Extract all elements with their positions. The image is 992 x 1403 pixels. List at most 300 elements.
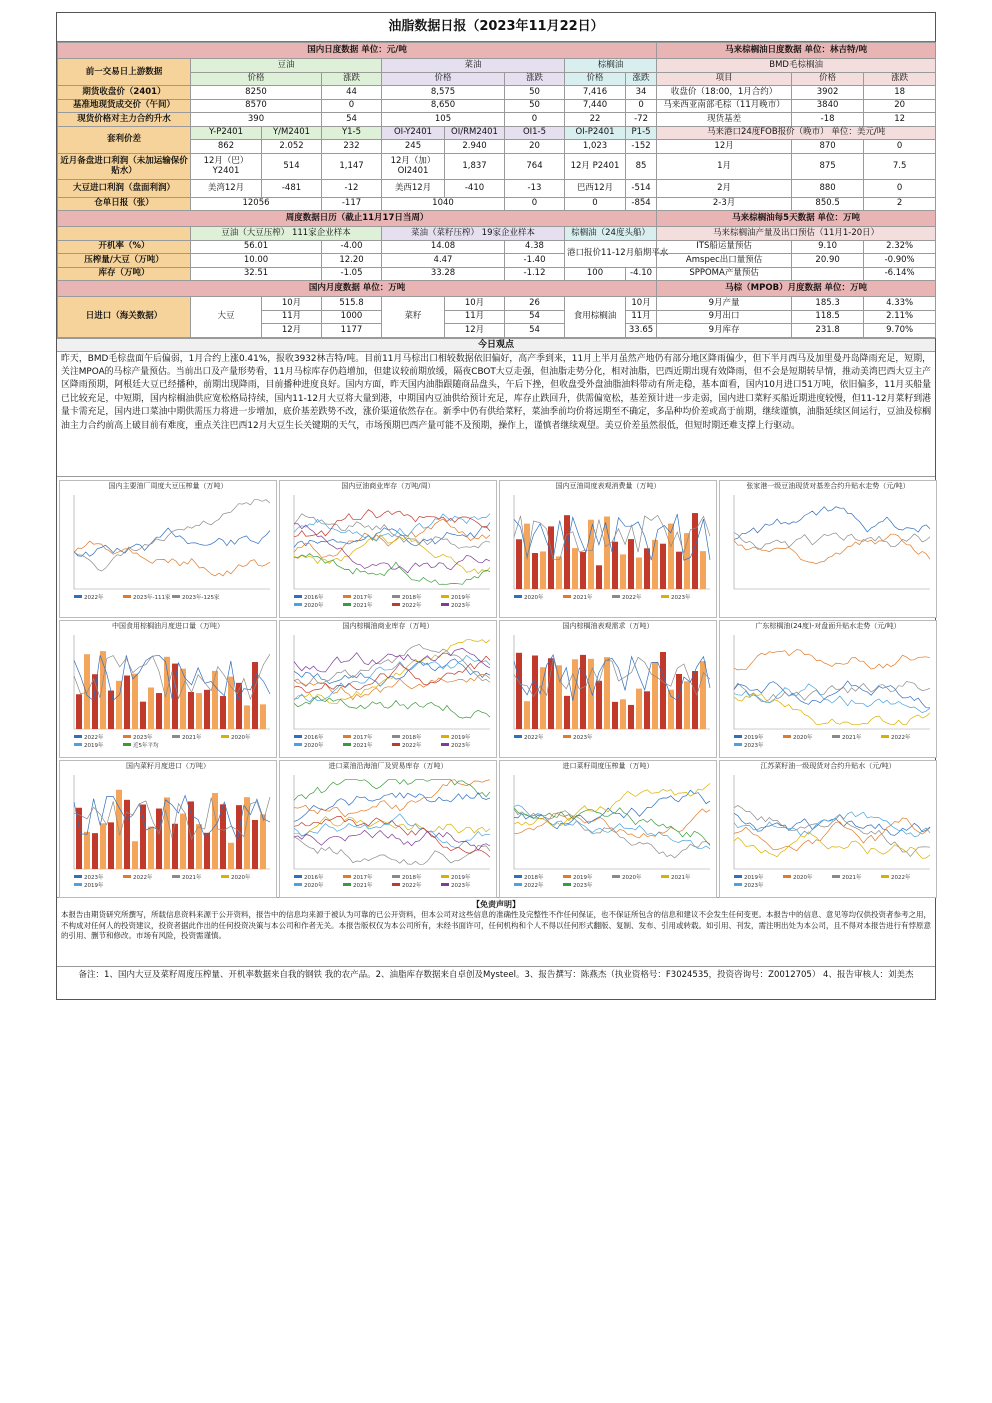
chart-bar [148,826,154,868]
chart-bar [556,556,562,589]
chart-bar [628,704,634,728]
chart-bar [660,543,666,588]
soy-name: 大豆 [191,297,262,338]
cell: -1.40 [505,254,565,268]
chart-line [514,807,710,845]
chart-bar [260,704,266,729]
cell: 9.10 [792,240,864,254]
chart-bar [644,548,650,589]
chart-bar [580,654,586,728]
cell: 12月（巴）Y2401 [191,153,262,179]
cell: Amspec出口量预估 [657,254,792,268]
cell: 4.47 [382,254,505,268]
cell: 9月库存 [657,324,792,338]
chart-bar [76,694,82,729]
section-my-daily: 马来棕榈油日度数据 单位：林吉特/吨 [657,43,936,59]
legend-label: 2019年 [744,734,764,741]
cell: 185.3 [792,297,864,311]
legend-label: 2020年 [304,742,324,749]
chart-title: 广东棕榈油(24度)-对盘面升贴水走势（元/吨） [755,621,901,630]
chart-bar [676,551,682,588]
chart-bar [180,813,186,868]
chart-bar [140,701,146,728]
cell: OI-P2401 [565,126,626,140]
legend-label: 2021年 [353,742,373,749]
legend-label: 2020年 [524,594,544,601]
chart-bar [540,551,546,589]
cell: 1000 [322,310,382,324]
legend-swatch [514,875,522,878]
chart-bar [516,539,522,589]
cell: 44 [322,86,382,100]
legend-swatch [881,875,889,878]
legend-label: 2017年 [353,594,373,601]
chart-line [74,499,270,570]
cell: 50 [505,99,565,113]
chart-plot [60,771,276,897]
cell: 2月 [657,179,792,197]
legend-label: 2016年 [304,874,324,881]
chart-panel [499,480,717,618]
cell: 85 [626,153,657,179]
row-label: 近月备盘进口利润（未加运输保价贴水） [58,153,191,179]
chart-bar [676,674,682,729]
cell: -1.05 [322,267,382,281]
footnote: 备注：1、国内大豆及菜籽周度压榨量、开机率数据来自我的钢铁 我的农产品。2、油脂库存数据来自卓创及Mysteel。3、报告撰写：陈燕杰（执业资格号：F3024535，投资咨询号：Z0012705） 4、报告审核人：刘美杰 [57,966,935,999]
legend-swatch [661,875,669,878]
cell: 12056 [191,197,322,211]
legend-label: 2020年 [304,882,324,889]
chart-plot [60,491,276,617]
chart-bar [156,693,162,729]
cell: 2 [864,197,936,211]
chart-bar [252,819,258,868]
cell: 巴西12月 [565,179,626,197]
legend-label: 2016年 [304,594,324,601]
cell: -6.14% [864,267,936,281]
cell: 10月 [626,297,657,311]
chart-bar [228,842,234,868]
cell: 3840 [792,99,864,113]
cell: -514 [626,179,657,197]
chart-title: 江苏菜籽油一级现货对合约升贴水（元/吨） [760,761,896,770]
legend-swatch [172,735,180,738]
chart-line [514,790,710,829]
legend-swatch [514,595,522,598]
cell: 880 [792,179,864,197]
legend-label: 2017年 [353,734,373,741]
legend-label: 2023年 [84,874,104,881]
chart-line [734,831,930,858]
legend-label: 2021年 [842,874,862,881]
chart-title: 国内豆油周度表观消费量（万吨） [555,481,661,490]
legend-swatch [172,875,180,878]
legend-label: 2020年 [793,734,813,741]
chart-title: 国内豆油商业库存（万吨/周） [341,481,435,490]
chart-line [294,779,490,800]
chart-bar [620,554,626,589]
legend-swatch [392,595,400,598]
chart-bar [612,701,618,728]
chart-bar [188,801,194,869]
cell: 2.11% [864,310,936,324]
legend-label: 2021年 [353,602,373,609]
chart-bar [532,655,538,728]
soy-header: 豆油 [191,59,382,73]
chart-bar [84,831,90,868]
bmd-item-hdr: 项目 [657,72,792,86]
cell: 2.940 [445,140,505,154]
chart-bar [660,651,666,728]
cell: 100 [565,267,626,281]
cell: 0 [505,113,565,127]
chart-bar [108,822,114,869]
chart-plot [500,631,716,757]
row-label: 开机率（%） [58,240,191,254]
legend-label: 2019年 [451,594,471,601]
chart-panel [59,480,277,618]
cell: 8,575 [382,86,505,100]
chart-title: 国内棕榈油表观需求（万吨） [562,621,654,630]
cell: 1,147 [322,153,382,179]
legend-swatch [441,603,449,606]
cell: 850.5 [792,197,864,211]
view-text: 昨天，BMD毛棕盘面午后偏弱，1月合约上涨0.41%，报收3932林吉特/吨。目前11月马棕出口相较数据依旧偏好，高产季到来，11月上半月虽然产地仍有部分地区降雨偏少，但下半月西马及加里曼丹岛降雨充足，短期，关注MPOA的马棕产量预估。当前出口及产量形势看，11月马棕库存仍趋增加，但建议较前期放缓，隔夜CBOT大豆走强，但油脂走势分化，相对油脂，巴西近期出现有效降雨，但不会是短期转早情，推动美湾巴西大豆主产区降雨预期，阿根廷大豆已经播种，前期出现降雨，目前播种进度良好。国内方面，昨天国内油脂跟随商品盘头，午后下挫，但收盘受外盘油脂油料带动有所走稳，基本面看，国内10月进口51万吨，依旧偏多，11月买船量已比较充足，中短期，国内棕榈油供应宽松格局持续，国内11-12月大豆将大量到港，中期国内豆油供给预计充足，库存止跌回升，供需偏宽松，基差预计进一步走弱，国内进口菜籽买船近期进度较慢，但11-12月菜籽到港量卡需充足，国内进口菜油中期供需压力将进一步增加，底价基差跌势不改，涨价渠道依然存在。新季中仍有供给菜籽，菜油季前均价将远期至不确定，多品种均价差或高于前期，继续谨慎，油脂延续区间运行，豆油及棕榈油主力合约前高上破目前有难度，重点关注巴西12月大豆生长关键期的天气，市场预期巴西产量可能不及预期，操作上，谨慎者继续观望。美豆价差虽然很低，但短时期还难支撑上行驱动。 [61,353,931,431]
row-label: 现货价格对主力合约升水 [58,113,191,127]
cell: 11月 [626,310,657,324]
legend-label: 2017年 [353,874,373,881]
monthly-label: 日进口（海关数据） [58,297,191,338]
legend-label: 2022年 [402,742,422,749]
legend-swatch [172,595,180,598]
cell: SPPOMA产量预估 [657,267,792,281]
chart-plot [500,491,716,617]
cell: 20.90 [792,254,864,268]
legend-swatch [514,883,522,886]
legend-label: 2020年 [231,874,251,881]
cell: 764 [505,153,565,179]
cell: P1-5 [626,126,657,140]
cell: 9.70% [864,324,936,338]
chart-panel [279,480,497,618]
chart-line [734,811,930,836]
legend-swatch [392,875,400,878]
chart-bar [604,516,610,588]
legend-label: 2023年-125家 [182,594,220,601]
section-my-5day: 马来棕榈油每5天数据 单位：万吨 [657,211,936,227]
legend-swatch [74,735,82,738]
chart-bar [636,557,642,588]
legend-swatch [74,595,82,598]
legend-swatch [221,875,229,878]
cell: 56.01 [191,240,322,254]
cell: ITS船运量预估 [657,240,792,254]
chart-axis [514,775,710,869]
chart-panel [279,760,497,898]
legend-swatch [832,875,840,878]
chart-bar [220,804,226,869]
chart-line [514,808,710,837]
cell: 8250 [191,86,322,100]
chart-line [294,644,490,686]
chart-bar [580,552,586,589]
cell: -0.90% [864,254,936,268]
cell: 54 [505,310,565,324]
chart-bar [652,661,658,728]
chart-line [734,532,930,549]
legend-swatch [563,595,571,598]
legend-swatch [294,883,302,886]
chart-panel [719,760,937,898]
legend-label: 2019年 [84,742,104,749]
cell: 2.052 [262,140,322,154]
cell: 0 [505,197,565,211]
cell: 12.20 [322,254,382,268]
legend-label: 2021年 [182,734,202,741]
legend-swatch [392,743,400,746]
cell: -4.00 [322,240,382,254]
soy-change-hdr: 涨跌 [322,72,382,86]
cell: OI1-5 [505,126,565,140]
legend-label: 2023年 [573,734,593,741]
chart-panel [59,760,277,898]
cell: 1,023 [565,140,626,154]
cell: 10.00 [191,254,322,268]
legend-label: 2022年 [84,734,104,741]
chart-bar [244,705,250,729]
rape-name: 菜籽 [382,297,445,338]
legend-swatch [832,735,840,738]
cell: 22 [565,113,626,127]
chart-bar [668,523,674,588]
chart-title: 中国食用棕榈油月度进口量（万吨） [112,621,224,630]
legend-label: 2022年 [622,594,642,601]
chart-line [734,813,930,835]
cell: 0 [565,197,626,211]
cell: 7,440 [565,99,626,113]
legend-swatch [392,883,400,886]
legend-label: 2022年 [84,594,104,601]
blank-cell [58,227,191,241]
chart-bar [108,690,114,728]
legend-swatch [441,883,449,886]
legend-swatch [441,743,449,746]
cell: -12 [322,179,382,197]
disclaimer-text: 本报告由期货研究所撰写，所载信息资料来源于公开资料，报告中的信息均来源于被认为可靠的已公开资料，但本公司对这些信息的准确性及完整性不作任何保证，也不保证所包含的信息和建议不会发生任何变更。本报告中的信息、意见等均仅供投资者参考之用，不构成对任何人的投资建议，投资者据此作出的任何投资决策与本公司和作者无关。本报告版权仅为本公司所有，未经书面许可，任何机构和个人不得以任何形式翻版、复制、发布、引用或转载。如引用、刊发，需注明出处为本公司，且不得对本报告进行有悖原意的引用、删节和修改。市场有风险，投资需谨慎。 [61,910,931,940]
rape-change-hdr: 涨跌 [505,72,565,86]
chart-line [294,513,490,540]
chart-title: 国内主要油厂周度大豆压榨量（万吨） [108,481,228,490]
cell: 12月 [657,140,792,154]
legend-label: 2020年 [304,602,324,609]
chart-bar [172,823,178,868]
cell: 10月 [262,297,322,311]
chart-bar [652,539,658,588]
cell: 3902 [792,86,864,100]
rape-header: 菜油 [382,59,565,73]
legend-swatch [783,875,791,878]
cell: 1040 [382,197,505,211]
chart-bar [516,652,522,728]
cell: 12月 [445,324,505,338]
section-domestic-daily: 国内日度数据 单位：元/吨 [58,43,657,59]
chart-bar [596,565,602,589]
chart-line [294,779,490,816]
cell: -117 [322,197,382,211]
legend-label: 近5年平均 [133,742,159,749]
legend-swatch [123,735,131,738]
weekly-palm-header: 棕榈油（24度头船） [565,227,657,241]
legend-swatch [74,875,82,878]
chart-bar [692,671,698,729]
chart-bar [604,657,610,729]
chart-line [734,683,930,712]
chart-bar [124,799,130,868]
legend-swatch [123,743,131,746]
cell: 1月 [657,153,792,179]
rape-price-hdr: 价格 [382,72,505,86]
cell: 美湾12月 [191,179,262,197]
chart-bar [252,662,258,729]
chart-title: 国内菜籽月度进口（万吨） [126,761,210,770]
cell: 515.8 [322,297,382,311]
chart-line [294,830,490,850]
chart-panel [719,480,937,618]
chart-bar [140,804,146,869]
legend-swatch [123,875,131,878]
legend-label: 2022年 [524,734,544,741]
chart-bar [132,841,138,869]
chart-axis [74,495,270,589]
chart-bar [156,808,162,868]
chart-line [734,693,930,724]
legend-swatch [514,735,522,738]
chart-plot [280,631,496,757]
legend-swatch [563,875,571,878]
chart-plot [720,631,936,757]
fob-header: 马来港口24度FOB报价（晚市） 单位：美元/吨 [657,126,936,140]
cell: -4.10 [626,267,657,281]
cell: 18 [864,86,936,100]
legend-label: 2019年 [451,874,471,881]
chart-plot [500,771,716,897]
legend-swatch [343,735,351,738]
chart-line [734,818,930,851]
legend-label: 2021年 [182,874,202,881]
legend-swatch [783,735,791,738]
chart-bar [532,553,538,589]
chart-bar [228,676,234,728]
chart-line [294,837,490,864]
legend-swatch [441,875,449,878]
cell: 0 [626,99,657,113]
chart-plot [280,771,496,897]
legend-swatch [734,735,742,738]
bmd-price-hdr: 价格 [792,72,864,86]
chart-line [294,792,490,821]
legend-swatch [343,883,351,886]
chart-bar [164,797,170,869]
chart-line [294,648,490,672]
chart-title: 进口菜油沿海油厂及贸易库存（万吨） [328,761,448,770]
chart-bar [700,661,706,729]
weekly-soy-header: 豆油（大豆压榨） 111家企业样本 [191,227,382,241]
cell: 33.28 [382,267,505,281]
legend-label: 2021年 [573,594,593,601]
cell: -410 [445,179,505,197]
legend-swatch [343,875,351,878]
cell: Y/M2401 [262,126,322,140]
chart-panel [719,620,937,758]
chart-bar [84,654,90,729]
chart-bar [700,551,706,589]
legend-swatch [441,595,449,598]
chart-bar [548,658,554,729]
row-label: 基准地现货成交价（午间） [58,99,191,113]
legend-label: 2022年 [891,734,911,741]
cell: 870 [792,140,864,154]
chart-bar [100,823,106,869]
legend-label: 2023年 [671,594,691,601]
legend-swatch [343,603,351,606]
chart-panel [499,760,717,898]
cell: -18 [792,113,864,127]
palm-change-hdr: 涨跌 [626,72,657,86]
legend-label: 2021年 [842,734,862,741]
legend-swatch [294,735,302,738]
cell: 20 [864,99,936,113]
cell: -1.12 [505,267,565,281]
chart-line [74,528,270,556]
legend-label: 2020年 [231,734,251,741]
prev-day-label: 前一交易日上游数据 [58,59,191,86]
cell: 7,416 [565,86,626,100]
cell: 收盘价（18:00，1月合约） [657,86,792,100]
chart-bar [684,681,690,729]
chart-plot [720,771,936,897]
legend-swatch [881,735,889,738]
legend-label: 2016年 [304,734,324,741]
cell: 2-3月 [657,197,792,211]
cell: OI-Y2401 [382,126,445,140]
cell: 245 [382,140,445,154]
cell: 34 [626,86,657,100]
legend-label: 2020年 [622,874,642,881]
chart-bar [188,691,194,728]
cell: 4.33% [864,297,936,311]
legend-swatch [563,883,571,886]
legend-label: 2023年 [573,882,593,889]
chart-bar [556,665,562,729]
legend-label: 2019年 [744,874,764,881]
chart-panel [59,620,277,758]
chart-bar [620,699,626,729]
cell: 10月 [445,297,505,311]
cell: -13 [505,179,565,197]
section-weekly: 周度数据日历（截止11月17日当周） [58,211,657,227]
legend-label: 2023年 [133,734,153,741]
legend-label: 2023年 [451,602,471,609]
chart-bar [132,673,138,728]
cell [792,267,864,281]
cell: 11月 [262,310,322,324]
bmd-header: BMD毛棕榈油 [657,59,936,73]
legend-label: 2019年 [451,734,471,741]
legend-swatch [612,595,620,598]
chart-line [734,681,930,701]
row-label: 库存（万吨） [58,267,191,281]
legend-label: 2021年 [353,882,373,889]
